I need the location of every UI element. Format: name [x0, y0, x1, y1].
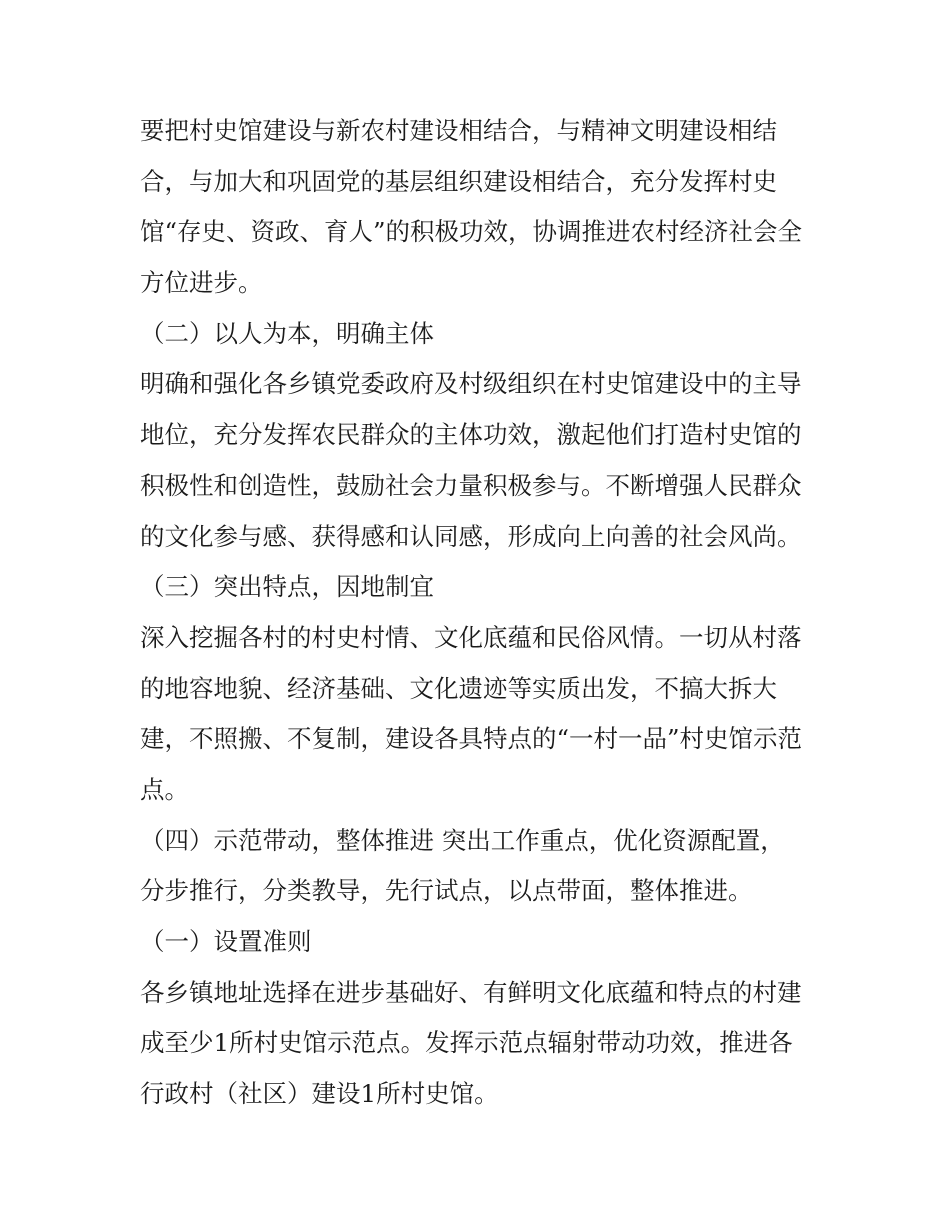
paragraph-line: 建，不照搬、不复制，建设各具特点的“一村一品”村史馆示范: [140, 724, 803, 754]
section-heading: （三）突出特点，因地制宜: [140, 572, 434, 602]
paragraph-line: 深入挖掘各村的村史村情、文化底蕴和民俗风情。一切从村落: [140, 622, 802, 652]
paragraph-line: 点。: [140, 774, 189, 804]
paragraph-line: 地位，充分发挥农民群众的主体功效，激起他们打造村史馆的: [140, 420, 802, 450]
section-heading: （四）示范带动，整体推进 突出工作重点，优化资源配置，: [140, 825, 785, 855]
paragraph-line: 合，与加大和巩固党的基层组织建设相结合，充分发挥村史: [140, 166, 777, 196]
paragraph-line: 要把村史馆建设与新农村建设相结合，与精神文明建设相结: [140, 116, 777, 145]
paragraph-line: 各乡镇地址选择在进步基础好、有鲜明文化底蕴和特点的村建: [140, 977, 802, 1007]
paragraph-line: 的地容地貌、经济基础、文化遗迹等实质出发，不搞大拆大: [140, 673, 777, 703]
paragraph-line: 分步推行，分类教导，先行试点，以点带面，整体推进。: [140, 876, 753, 906]
paragraph-line: 成至少1所村史馆示范点。发挥示范点辐射带动功效，推进各: [140, 1028, 793, 1058]
document-body: [140, 106, 820, 1120]
paragraph-line: 馆“存史、资政、育人”的积极功效，协调推进农村经济社会全: [140, 217, 803, 247]
section-heading: （一）设置准则: [140, 927, 312, 956]
section-heading: （二）以人为本，明确主体: [140, 318, 434, 348]
paragraph-line: 方位进步。: [140, 268, 263, 298]
paragraph-line: 积极性和创造性，鼓励社会力量积极参与。不断增强人民群众: [140, 470, 802, 500]
paragraph-line: 行政村（社区）建设1所村史馆。: [140, 1079, 499, 1109]
paragraph-line: 明确和强化各乡镇党委政府及村级组织在村史馆建设中的主导: [140, 369, 802, 399]
paragraph-line: 的文化参与感、获得感和认同感，形成向上向善的社会风尚。: [140, 521, 802, 551]
